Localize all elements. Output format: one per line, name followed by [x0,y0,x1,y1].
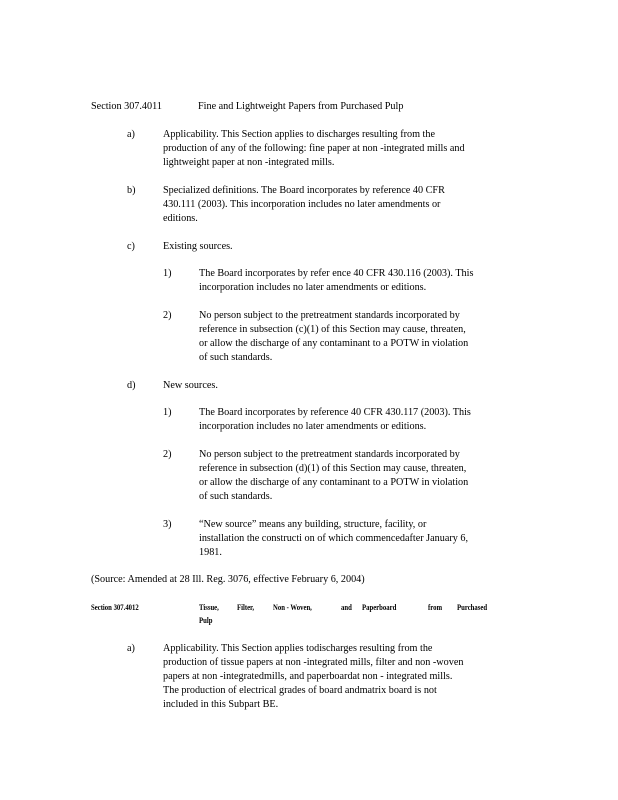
paragraph-line: Applicability. This Section applies to discharges resulting from the [163,129,435,140]
section-title-word: Tissue, [199,603,219,612]
paragraph-line: The production of electrical grades of board andmatrix board is not [163,685,437,696]
item-label: b) [127,185,136,196]
paragraph-line: reference in subsection (c)(1) of this Section may cause, threaten, [199,324,466,335]
subitem-label: 2) [163,310,172,321]
paragraph-line: incorporation includes no later amendments or editions. [199,421,427,432]
paragraph-line: 430.111 (2003). This incorporation includes no later amendments or [163,199,441,210]
paragraph-line: 1981. [199,547,222,558]
paragraph-line: papers at non -integratedmills, and paperboardat non - integrated mills. [163,671,453,682]
paragraph-line: “New source” means any building, structure, facility, or [199,519,427,530]
paragraph-line: editions. [163,213,198,224]
paragraph-line: production of any of the following: fine paper at non -integrated mills and [163,143,465,154]
section-title-word: and [341,603,352,612]
paragraph-line: of such standards. [199,491,273,502]
subitem-label: 1) [163,407,172,418]
subitem-label: 3) [163,519,172,530]
section-title-word: Purchased [457,603,488,612]
section-title: Fine and Lightweight Papers from Purchased Pulp [198,101,404,112]
paragraph-line: or allow the discharge of any contaminant to a POTW in violation [199,477,469,488]
paragraph-line: Existing sources. [163,241,233,252]
paragraph-line: No person subject to the pretreatment standards incorporated by [199,310,460,321]
paragraph-line: of such standards. [199,352,273,363]
section-number: Section 307.4011 [91,101,162,112]
paragraph-line: reference in subsection (d)(1) of this Section may cause, threaten, [199,463,467,474]
paragraph-line: Applicability. This Section applies todischarges resulting from the [163,643,433,654]
paragraph-line: or allow the discharge of any contaminant to a POTW in violation [199,338,469,349]
section-title-word: from [428,603,443,612]
source-note: (Source: Amended at 28 Ill. Reg. 3076, effective February 6, 2004) [91,574,365,585]
item-label: c) [127,241,135,252]
item-label: a) [127,129,135,140]
paragraph-line: The Board incorporates by refer ence 40 CFR 430.116 (2003). This [199,268,474,279]
section-title-word: Paperboard [362,603,397,612]
section-title-word: Filter, [237,603,255,612]
subitem-label: 1) [163,268,172,279]
paragraph-line: No person subject to the pretreatment standards incorporated by [199,449,460,460]
paragraph-line: included in this Subpart BE. [163,699,279,710]
paragraph-line: Specialized definitions. The Board incorporates by reference 40 CFR [163,185,445,196]
section-title-word: Non - Woven, [273,603,312,612]
item-label: d) [127,380,136,391]
section-number: Section 307.4012 [91,603,139,612]
item-label: a) [127,643,135,654]
paragraph-line: production of tissue papers at non -integrated mills, filter and non -woven [163,657,464,668]
paragraph-line: The Board incorporates by reference 40 CFR 430.117 (2003). This [199,407,471,418]
paragraph-line: incorporation includes no later amendments or editions. [199,282,427,293]
subitem-label: 2) [163,449,172,460]
paragraph-line: lightweight paper at non -integrated mills. [163,157,335,168]
paragraph-line: installation the constructi on of which commencedafter January 6, [199,533,469,544]
paragraph-line: New sources. [163,380,218,391]
section-title-word: Pulp [199,616,213,625]
